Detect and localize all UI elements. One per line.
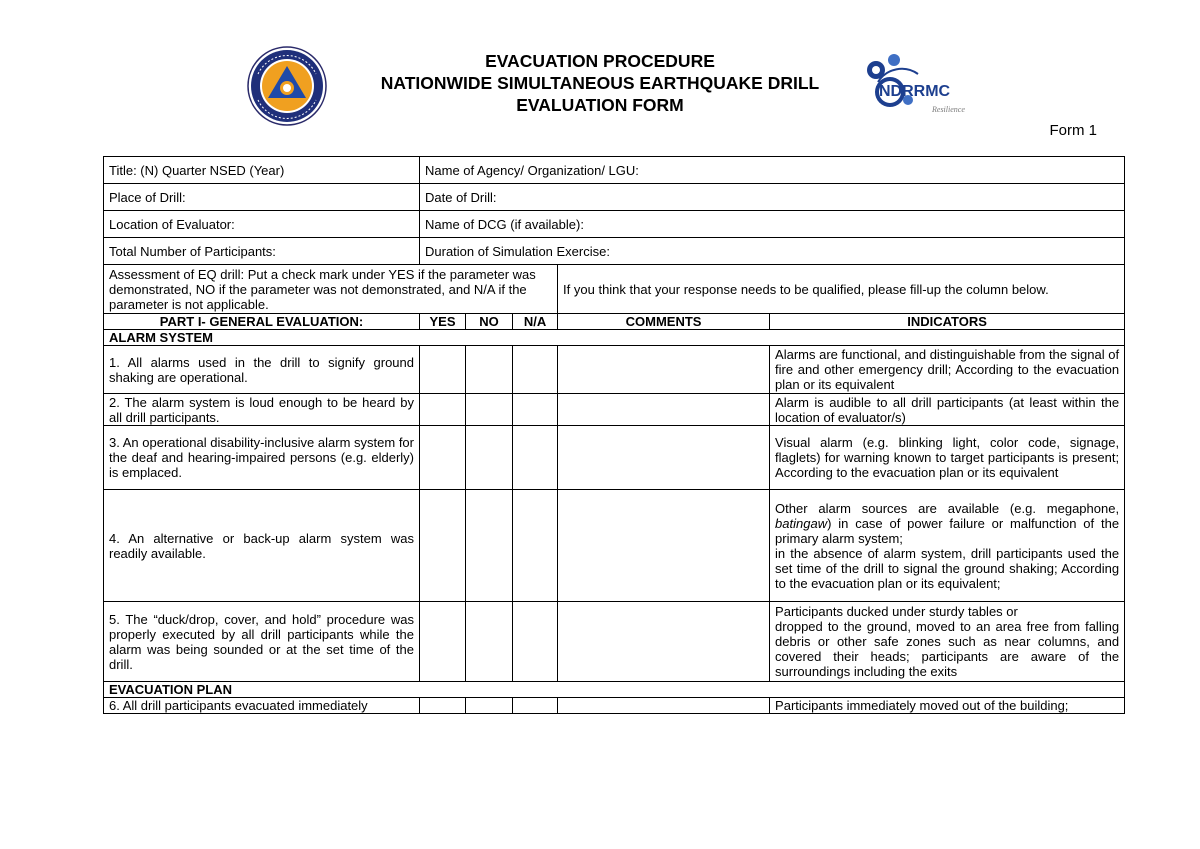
table-row [104, 602, 1125, 682]
indicator-part: Participants ducked under sturdy tables or [775, 604, 1018, 619]
dcg-name-field[interactable]: Name of DCG (if available): [420, 211, 1125, 238]
indicator-part: in the absence of alarm system, drill participants used the set time of the drill to signal the ground shaking; According to the evacuation plan or its equivalent; [775, 545, 1120, 591]
ndrrmc-tagline: Resilience [932, 105, 965, 114]
info-row [104, 184, 1125, 211]
no-checkbox-cell[interactable] [466, 426, 513, 490]
comments-cell[interactable] [558, 602, 770, 682]
no-checkbox-cell[interactable] [466, 394, 513, 426]
item-text: 6. All drill participants evacuated immediately [104, 698, 420, 714]
indicator-part: ) in case of power failure or malfunction of the primary alarm system; [775, 515, 1120, 546]
section-evacuation-plan: EVACUATION PLAN [104, 682, 1125, 698]
yes-checkbox-cell[interactable] [420, 346, 466, 394]
yes-checkbox-cell[interactable] [420, 698, 466, 714]
indicator-text [770, 602, 1125, 682]
indicator-text: Participants immediately moved out of the building; [770, 698, 1125, 714]
info-row [104, 157, 1125, 184]
na-checkbox-cell[interactable] [513, 698, 558, 714]
form-number: Form 1 [1049, 122, 1097, 139]
indicator-text: Alarms are functional, and distinguishable from the signal of fire and other emergency drill; According to the evacuation plan or its equivalent [770, 346, 1125, 394]
form-header [330, 50, 870, 116]
yes-checkbox-cell[interactable] [420, 426, 466, 490]
info-row [104, 238, 1125, 265]
indicator-emphasis: batingaw [775, 515, 828, 531]
indicator-part: Other alarm sources are available (e.g. megaphone, [775, 500, 1120, 516]
indicator-text [770, 490, 1125, 602]
comments-cell[interactable] [558, 394, 770, 426]
section-row [104, 682, 1125, 698]
header-title-line1: EVACUATION PROCEDURE [485, 51, 715, 71]
no-checkbox-cell[interactable] [466, 490, 513, 602]
na-checkbox-cell[interactable] [513, 602, 558, 682]
table-row [104, 698, 1125, 714]
no-checkbox-cell[interactable] [466, 346, 513, 394]
na-checkbox-cell[interactable] [513, 346, 558, 394]
place-field[interactable]: Place of Drill: [104, 184, 420, 211]
info-row [104, 211, 1125, 238]
column-header-row [104, 314, 1125, 330]
indicator-text: Visual alarm (e.g. blinking light, color code, signage, flaglets) for warning known to target participants is present; According to the evacuation plan or its equivalent [770, 426, 1125, 490]
indicator-part: dropped to the ground, moved to an area free from falling debris or other safe zones such as near columns, and covered their heads; participants are aware of the surroundings including the exits [775, 619, 1120, 679]
no-checkbox-cell[interactable] [466, 602, 513, 682]
no-header: NO [466, 314, 513, 330]
comments-cell[interactable] [558, 346, 770, 394]
na-checkbox-cell[interactable] [513, 490, 558, 602]
comments-cell[interactable] [558, 490, 770, 602]
ndrrmc-logo [862, 52, 982, 118]
part-header: PART I- GENERAL EVALUATION: [104, 314, 420, 330]
qualify-note: If you think that your response needs to be qualified, please fill-up the column below. [558, 265, 1125, 314]
yes-header: YES [420, 314, 466, 330]
indicator-text: Alarm is audible to all drill participants (at least within the location of evaluator/s) [770, 394, 1125, 426]
na-header: N/A [513, 314, 558, 330]
duration-field[interactable]: Duration of Simulation Exercise: [420, 238, 1125, 265]
agency-field[interactable]: Name of Agency/ Organization/ LGU: [420, 157, 1125, 184]
indicators-header: INDICATORS [770, 314, 1125, 330]
yes-checkbox-cell[interactable] [420, 394, 466, 426]
na-checkbox-cell[interactable] [513, 426, 558, 490]
table-row [104, 394, 1125, 426]
ocd-seal-logo [246, 46, 328, 126]
item-text: 4. An alternative or back-up alarm system was readily available. [104, 490, 420, 602]
section-row [104, 330, 1125, 346]
item-text: 3. An operational disability-inclusive alarm system for the deaf and hearing-impaired persons (e.g. elderly) is emplaced. [104, 426, 420, 490]
comments-cell[interactable] [558, 426, 770, 490]
item-text: 1. All alarms used in the drill to signify ground shaking are operational. [104, 346, 420, 394]
section-alarm-system: ALARM SYSTEM [104, 330, 1125, 346]
comments-cell[interactable] [558, 698, 770, 714]
no-checkbox-cell[interactable] [466, 698, 513, 714]
drill-info-table [103, 156, 1125, 265]
header-title-line3: EVALUATION FORM [516, 95, 684, 115]
assessment-row [104, 265, 1125, 314]
item-text: 5. The “duck/drop, cover, and hold” procedure was properly executed by all drill participants while the alarm was being sounded or at the set time of the drill. [104, 602, 420, 682]
header-title-line2: NATIONWIDE SIMULTANEOUS EARTHQUAKE DRILL [380, 73, 820, 93]
yes-checkbox-cell[interactable] [420, 490, 466, 602]
assessment-instructions: Assessment of EQ drill: Put a check mark under YES if the parameter was demonstrated, NO if the parameter was not demonstrated, and N/A if the parameter is not applicable. [104, 265, 558, 314]
participants-field[interactable]: Total Number of Participants: [104, 238, 420, 265]
comments-header: COMMENTS [558, 314, 770, 330]
ndrrmc-logo-text: NDRRMC [879, 83, 951, 100]
table-row [104, 490, 1125, 602]
evaluation-table [103, 264, 1125, 714]
title-field[interactable]: Title: (N) Quarter NSED (Year) [104, 157, 420, 184]
date-field[interactable]: Date of Drill: [420, 184, 1125, 211]
evaluator-location-field[interactable]: Location of Evaluator: [104, 211, 420, 238]
item-text: 2. The alarm system is loud enough to be heard by all drill participants. [104, 394, 420, 426]
table-row [104, 346, 1125, 394]
na-checkbox-cell[interactable] [513, 394, 558, 426]
table-row [104, 426, 1125, 490]
yes-checkbox-cell[interactable] [420, 602, 466, 682]
